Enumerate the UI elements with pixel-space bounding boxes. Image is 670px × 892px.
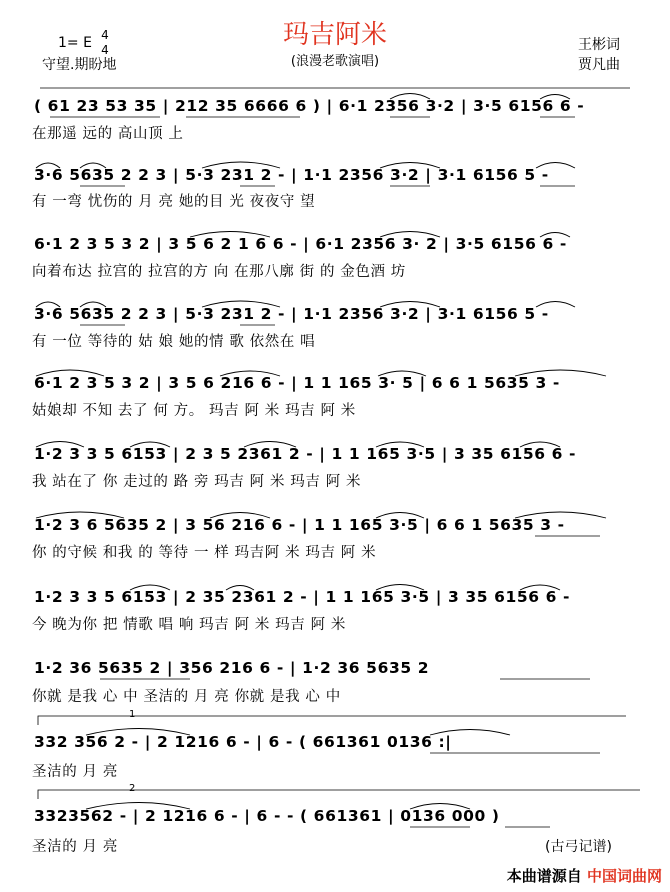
composer-credit: 贾凡曲 bbox=[578, 57, 620, 73]
lyric-row-2: 有 一弯 忧伤的 月 亮 她的目 光 夜夜守 望 bbox=[32, 194, 316, 210]
lyric-row-6: 我 站在了 你 走过的 路 旁 玛吉 阿 米 玛吉 阿 米 bbox=[32, 474, 362, 490]
slur bbox=[202, 301, 280, 307]
slur bbox=[80, 302, 106, 307]
slur bbox=[80, 163, 106, 168]
slur bbox=[540, 233, 570, 238]
slur bbox=[520, 585, 560, 590]
slur bbox=[376, 585, 424, 591]
slur bbox=[536, 302, 575, 308]
lyric-row-3: 向着布达 拉宫的 拉宫的方 向 在那八廓 街 的 金色酒 坊 bbox=[32, 264, 406, 280]
lyric-row-7: 你 的守候 和我 的 等待 一 样 玛吉阿 米 玛吉 阿 米 bbox=[32, 545, 377, 561]
slur bbox=[36, 512, 124, 518]
slur bbox=[376, 513, 424, 519]
song-subtitle: (浪漫老歌演唱) bbox=[290, 54, 380, 69]
music-row-9: 1·2 36 5635 2 | 356 216 6 - | 1·2 36 5635 2 bbox=[34, 659, 430, 677]
music-row-2: 3·6 5635 2 2 3 | 5·3 231 2 - | 1·1 2356 3·2 | 3·1 6156 5 - bbox=[34, 166, 549, 184]
time-signature-denominator: 4 bbox=[101, 43, 109, 57]
volta-2-number: 2 bbox=[129, 783, 136, 794]
slur bbox=[130, 442, 170, 447]
slur-marks bbox=[36, 94, 606, 810]
slur bbox=[244, 442, 296, 448]
slur bbox=[536, 163, 575, 169]
tempo-expression: 守望.期盼地 bbox=[42, 57, 117, 73]
slur bbox=[226, 586, 254, 591]
slur bbox=[86, 729, 190, 736]
slur bbox=[86, 803, 190, 810]
slur bbox=[376, 442, 424, 447]
time-signature-numerator: 4 bbox=[101, 28, 109, 42]
slur bbox=[380, 302, 440, 308]
slur bbox=[540, 95, 570, 100]
key-signature: 1= E bbox=[58, 35, 92, 51]
music-row-10: 332 356 2 - | 2 1216 6 - | 6 - ( 661361 0136 :| bbox=[34, 733, 452, 751]
slur bbox=[380, 163, 440, 169]
music-row-4: 3·6 5635 2 2 3 | 5·3 231 2 - | 1·1 2356 3·2 | 3·1 6156 5 - bbox=[34, 305, 549, 323]
slur bbox=[220, 371, 280, 376]
slur bbox=[36, 370, 104, 376]
music-row-3: 6·1 2 3 5 3 2 | 3 5 6 2 1 6 6 - | 6·1 2356 3· 2 | 3·5 6156 6 - bbox=[34, 235, 567, 253]
slur bbox=[36, 163, 60, 168]
source-site: 中国词曲网 bbox=[586, 867, 662, 885]
song-title: 玛吉阿米 bbox=[282, 20, 387, 50]
volta-2-bracket bbox=[38, 790, 640, 799]
music-row-11: 3323562 - | 2 1216 6 - | 6 - - ( 661361 | 0136 000 ) bbox=[34, 807, 500, 825]
slur bbox=[410, 804, 470, 810]
lyric-row-10: 圣洁的 月 亮 bbox=[32, 764, 118, 780]
transcriber-credit: (古弓记谱) bbox=[545, 839, 612, 855]
music-row-6: 1·2 3 3 5 6153 | 2 3 5 2361 2 - | 1 1 165 3·5 | 3 35 6156 6 - bbox=[34, 445, 577, 463]
slur bbox=[378, 371, 426, 376]
music-row-7: 1·2 3 6 5635 2 | 3 56 216 6 - | 1 1 165 3·5 | 6 6 1 5635 3 - bbox=[34, 516, 565, 534]
lyric-row-11: 圣洁的 月 亮 bbox=[32, 839, 118, 855]
lyric-row-4: 有 一位 等待的 姑 娘 她的情 歌 依然在 唱 bbox=[32, 334, 316, 350]
slur bbox=[130, 585, 170, 590]
volta-1-bracket bbox=[38, 716, 626, 725]
volta-1-number: 1 bbox=[129, 709, 136, 720]
lyricist-credit: 王彬词 bbox=[578, 37, 620, 53]
slur bbox=[36, 302, 60, 307]
music-row-8: 1·2 3 3 5 6153 | 2 35 2361 2 - | 1 1 165 3·5 | 3 35 6156 6 - bbox=[34, 588, 571, 606]
lyric-row-8: 今 晚为你 把 情歌 唱 响 玛吉 阿 米 玛吉 阿 米 bbox=[32, 617, 346, 633]
slur bbox=[202, 162, 280, 168]
slur bbox=[515, 512, 606, 518]
lyric-row-1: 在那遥 远的 高山顶 上 bbox=[32, 126, 184, 142]
slur bbox=[390, 94, 430, 100]
slur bbox=[520, 442, 560, 447]
music-row-1: ( 61 23 53 35 | 212 35 6666 6 ) | 6·1 2356 3·2 | 3·5 6156 6 - bbox=[34, 97, 585, 115]
slur bbox=[430, 730, 510, 736]
slur bbox=[515, 370, 606, 376]
music-row-5: 6·1 2 3 5 3 2 | 3 5 6 216 6 - | 1 1 165 3· 5 | 6 6 1 5635 3 - bbox=[34, 374, 560, 392]
lyric-row-9: 你就 是我 心 中 圣洁的 月 亮 你就 是我 心 中 bbox=[32, 689, 341, 705]
lyric-row-5: 姑娘却 不知 去了 何 方。 玛吉 阿 米 玛吉 阿 米 bbox=[32, 403, 356, 419]
beam-underlines bbox=[50, 117, 600, 827]
slur bbox=[190, 232, 270, 238]
source-label: 本曲谱源自 bbox=[506, 867, 582, 885]
slur bbox=[210, 513, 270, 519]
slur bbox=[380, 232, 440, 238]
slur bbox=[36, 442, 84, 448]
